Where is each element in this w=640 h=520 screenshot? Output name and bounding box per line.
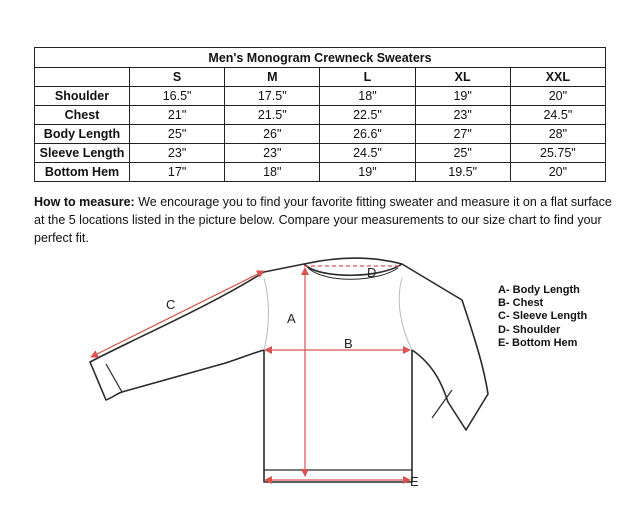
table-cell: 24.5" — [510, 106, 605, 125]
size-chart-table — [34, 47, 606, 182]
row-label: Body Length — [35, 125, 130, 144]
marker-e: E — [410, 474, 419, 489]
size-header: XL — [415, 68, 510, 87]
table-row — [35, 125, 606, 144]
table-cell: 23" — [225, 144, 320, 163]
size-header: M — [225, 68, 320, 87]
table-row — [35, 163, 606, 182]
table-row — [35, 106, 606, 125]
table-header-row — [35, 68, 606, 87]
table-cell: 21" — [130, 106, 225, 125]
size-header: S — [130, 68, 225, 87]
legend-item: B- Chest — [498, 297, 544, 310]
table-cell: 19.5" — [415, 163, 510, 182]
table-row — [35, 87, 606, 106]
table-cell: 25.75" — [510, 144, 605, 163]
table-corner-cell — [35, 68, 130, 87]
table-cell: 26.6" — [320, 125, 415, 144]
table-cell: 27" — [415, 125, 510, 144]
table-cell: 16.5" — [130, 87, 225, 106]
sweater-body-shape — [90, 258, 488, 482]
table-cell: 23" — [415, 106, 510, 125]
table-cell: 17" — [130, 163, 225, 182]
sweater-outline — [90, 258, 488, 482]
table-cell: 20" — [510, 163, 605, 182]
how-to-measure-text: We encourage you to find your favorite fitting sweater and measure it on a flat surface at the 5 locations listed in the picture below. Compare your measurements to our size chart to find your perfect fit. — [34, 195, 612, 245]
table-cell: 25" — [415, 144, 510, 163]
marker-c: C — [166, 297, 176, 312]
how-to-measure-heading: How to measure: — [34, 195, 135, 209]
legend-item: D- Shoulder — [498, 323, 561, 336]
table-cell: 28" — [510, 125, 605, 144]
table-cell: 17.5" — [225, 87, 320, 106]
table-cell: 18" — [225, 163, 320, 182]
row-label: Sleeve Length — [35, 144, 130, 163]
size-header: L — [320, 68, 415, 87]
legend-item: C- Sleeve Length — [498, 310, 588, 323]
how-to-measure-paragraph — [34, 193, 614, 247]
table-title-row — [35, 48, 606, 68]
table-cell: 19" — [415, 87, 510, 106]
table-cell: 22.5" — [320, 106, 415, 125]
legend-item: E- Bottom Hem — [498, 336, 578, 349]
row-label: Chest — [35, 106, 130, 125]
table-cell: 23" — [130, 144, 225, 163]
legend-item: A- Body Length — [498, 284, 580, 296]
table-cell: 19" — [320, 163, 415, 182]
table-cell: 26" — [225, 125, 320, 144]
table-title: Men's Monogram Crewneck Sweaters — [35, 48, 606, 68]
measurement-legend — [498, 284, 587, 350]
row-label: Shoulder — [35, 87, 130, 106]
marker-b: B — [344, 336, 353, 351]
table-cell: 25" — [130, 125, 225, 144]
table-row — [35, 144, 606, 163]
row-label: Bottom Hem — [35, 163, 130, 182]
table-cell: 24.5" — [320, 144, 415, 163]
table-cell: 20" — [510, 87, 605, 106]
marker-d: D — [367, 265, 377, 280]
table-cell: 21.5" — [225, 106, 320, 125]
size-header: XXL — [510, 68, 605, 87]
marker-a: A — [287, 311, 296, 326]
table-cell: 18" — [320, 87, 415, 106]
